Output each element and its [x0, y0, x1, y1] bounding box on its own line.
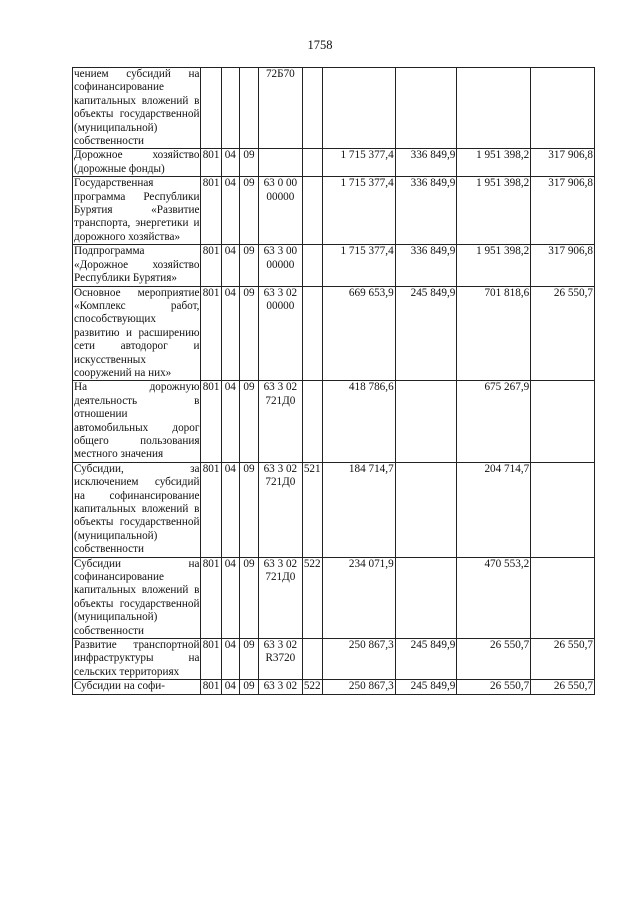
- expense-type-cell: 521: [302, 462, 322, 557]
- ministry-code-cell: 801: [201, 245, 221, 286]
- amount-3-cell: [457, 68, 531, 149]
- item-name-cell: На дорожную деятельность в отношении автомобильных дорог общего пользования местного значения: [74, 381, 200, 461]
- amount-2-cell: [395, 462, 457, 557]
- target-article-cell: 63 3 02 721Д0: [259, 557, 303, 638]
- expense-type-cell: [302, 245, 322, 286]
- target-article-cell: 63 0 00 00000: [259, 177, 303, 245]
- subsection-code-cell: 09: [239, 639, 258, 680]
- amount-3-cell: 1 951 398,2: [457, 149, 531, 177]
- amount-4-cell: [531, 557, 595, 638]
- amount-3-cell: 204 714,7: [457, 462, 531, 557]
- amount-3-cell: 26 550,7: [457, 639, 531, 680]
- amount-4-cell: 26 550,7: [531, 639, 595, 680]
- amount-4-cell: 317 906,8: [531, 177, 595, 245]
- amount-3-cell: 26 550,7: [457, 680, 531, 694]
- table-row: [73, 381, 595, 462]
- table-row: [73, 68, 595, 149]
- target-article-cell: 63 3 02 00000: [259, 286, 303, 381]
- budget-table: [72, 67, 595, 695]
- amount-3-cell: 1 951 398,2: [457, 245, 531, 286]
- ministry-code-cell: 801: [201, 381, 221, 462]
- ministry-code-cell: [201, 68, 221, 149]
- section-code-cell: 04: [221, 245, 239, 286]
- amount-4-cell: [531, 462, 595, 557]
- amount-4-cell: 26 550,7: [531, 680, 595, 694]
- ministry-code-cell: 801: [201, 639, 221, 680]
- amount-3-cell: 701 818,6: [457, 286, 531, 381]
- expense-type-cell: [302, 286, 322, 381]
- item-name-cell: Субсидии, за исключением субсидий на софинансирование капитальных вложений в объекты государственной (муниципальной) собственности: [74, 462, 200, 556]
- subsection-code-cell: 09: [239, 149, 258, 177]
- item-name-cell: Дорожное хозяйство (дорожные фонды): [74, 149, 200, 175]
- item-name-cell: Государственная программа Республики Бурятия «Развитие транспорта, энергетики и дорожного хозяйства»: [74, 177, 200, 243]
- amount-2-cell: 245 849,9: [395, 286, 457, 381]
- section-code-cell: 04: [221, 149, 239, 177]
- ministry-code-cell: 801: [201, 149, 221, 177]
- amount-2-cell: [395, 557, 457, 638]
- amount-4-cell: [531, 68, 595, 149]
- subsection-code-cell: [239, 68, 258, 149]
- target-article-cell: 63 3 02: [259, 680, 303, 694]
- amount-2-cell: 245 849,9: [395, 680, 457, 694]
- target-article-cell: 63 3 02 721Д0: [259, 462, 303, 557]
- amount-2-cell: [395, 381, 457, 462]
- subsection-code-cell: 09: [239, 245, 258, 286]
- amount-1-cell: 184 714,7: [322, 462, 395, 557]
- expense-type-cell: [302, 177, 322, 245]
- amount-1-cell: 250 867,3: [322, 639, 395, 680]
- amount-1-cell: 1 715 377,4: [322, 245, 395, 286]
- amount-1-cell: 1 715 377,4: [322, 149, 395, 177]
- item-name-cell: Подпрограмма «Дорожное хозяйство Республики Бурятия»: [74, 245, 200, 285]
- amount-4-cell: 317 906,8: [531, 149, 595, 177]
- section-code-cell: 04: [221, 177, 239, 245]
- ministry-code-cell: 801: [201, 557, 221, 638]
- page-number: 1758: [307, 38, 333, 52]
- expense-type-cell: 522: [302, 557, 322, 638]
- section-code-cell: 04: [221, 680, 239, 694]
- ministry-code-cell: 801: [201, 462, 221, 557]
- item-name-cell: чением субсидий на софинансирование капитальных вложений в объекты государственной (муниципальной) собственности: [74, 68, 200, 148]
- table-row: [73, 680, 595, 694]
- subsection-code-cell: 09: [239, 286, 258, 381]
- amount-1-cell: 1 715 377,4: [322, 177, 395, 245]
- table-row: [73, 286, 595, 381]
- section-code-cell: 04: [221, 286, 239, 381]
- section-code-cell: 04: [221, 557, 239, 638]
- amount-4-cell: 26 550,7: [531, 286, 595, 381]
- table-row: [73, 245, 595, 286]
- ministry-code-cell: 801: [202, 680, 220, 693]
- amount-2-cell: 336 849,9: [395, 149, 457, 177]
- table-row: [73, 462, 595, 557]
- amount-1-cell: 234 071,9: [322, 557, 395, 638]
- section-code-cell: 04: [221, 381, 239, 462]
- amount-3-cell: 675 267,9: [457, 381, 531, 462]
- amount-2-cell: 336 849,9: [395, 177, 457, 245]
- target-article-cell: [259, 149, 303, 177]
- amount-2-cell: 336 849,9: [395, 245, 457, 286]
- table-row: [73, 177, 595, 245]
- amount-1-cell: 669 653,9: [322, 286, 395, 381]
- amount-1-cell: 418 786,6: [322, 381, 395, 462]
- amount-2-cell: [395, 68, 457, 149]
- subsection-code-cell: 09: [239, 462, 258, 557]
- subsection-code-cell: 09: [239, 680, 258, 694]
- item-name-cell: Развитие транспортной инфраструктуры на сельских территориях: [74, 639, 200, 678]
- expense-type-cell: 522: [303, 680, 321, 693]
- table-row: [73, 149, 595, 177]
- amount-2-cell: 245 849,9: [395, 639, 457, 680]
- subsection-code-cell: 09: [239, 381, 258, 462]
- item-name-cell: Субсидии на софинансирование капитальных вложений в объекты государственной (муниципальной) собственности: [74, 557, 200, 637]
- expense-type-cell: [302, 149, 322, 177]
- item-name-cell: Основное мероприятие «Комплекс работ, способствующих развитию и расширению сети автодорог и искусственных сооружений на них»: [74, 286, 200, 379]
- subsection-code-cell: 09: [239, 557, 258, 638]
- target-article-cell: 72Б70: [259, 68, 303, 149]
- table-row: [73, 639, 595, 680]
- ministry-code-cell: 801: [201, 286, 221, 381]
- amount-4-cell: 317 906,8: [531, 245, 595, 286]
- amount-4-cell: [531, 381, 595, 462]
- table-body: [73, 68, 595, 695]
- target-article-cell: 63 3 02 721Д0: [259, 381, 303, 462]
- subsection-code-cell: 09: [239, 177, 258, 245]
- amount-3-cell: 1 951 398,2: [457, 177, 531, 245]
- target-article-cell: 63 3 02 R3720: [259, 639, 303, 680]
- ministry-code-cell: 801: [201, 177, 221, 245]
- expense-type-cell: [302, 68, 322, 149]
- section-code-cell: 04: [221, 462, 239, 557]
- section-code-cell: 04: [221, 639, 239, 680]
- amount-3-cell: 470 553,2: [457, 557, 531, 638]
- item-name-cell: Субсидии на софи-: [73, 680, 201, 694]
- amount-1-cell: [322, 68, 395, 149]
- target-article-cell: 63 3 00 00000: [259, 245, 303, 286]
- table-row: [73, 557, 595, 638]
- expense-type-cell: [302, 639, 322, 680]
- amount-1-cell: 250 867,3: [322, 680, 395, 694]
- expense-type-cell: [302, 381, 322, 462]
- section-code-cell: [221, 68, 239, 149]
